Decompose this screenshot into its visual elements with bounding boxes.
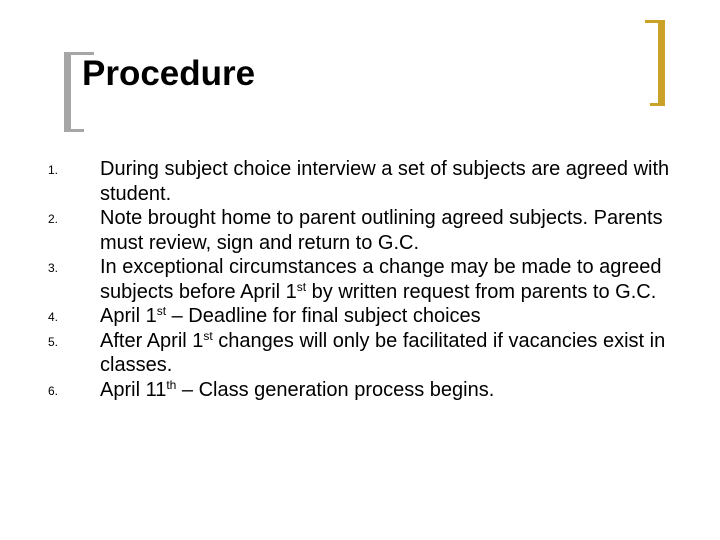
list-number: 3. — [48, 261, 59, 275]
list-item-text: April 1st – Deadline for final subject choices — [100, 304, 481, 327]
left-bracket-decoration — [64, 52, 71, 132]
right-bracket-top-decoration — [645, 20, 665, 23]
list-number: 2. — [48, 212, 59, 226]
list-item — [48, 329, 698, 378]
left-bracket-bottom-decoration — [64, 129, 84, 132]
list-item-text: Note brought home to parent outlining agreed subjects. Parents must review, sign and return to G.C. — [100, 207, 663, 254]
list-number: 6. — [48, 383, 59, 398]
ordinal-suffix: st — [203, 328, 213, 343]
list-item — [48, 206, 698, 255]
list-item — [48, 157, 698, 206]
slide-title: Procedure — [82, 54, 256, 93]
ordinal-suffix: th — [166, 377, 177, 392]
list-item-text: April 11th – Class generation process begins. — [100, 377, 495, 401]
list-item — [48, 255, 698, 304]
right-bracket-decoration — [658, 20, 665, 106]
list-item — [48, 304, 698, 329]
list-number: 1. — [48, 163, 59, 177]
list-number: 5. — [48, 334, 59, 349]
ordinal-suffix: st — [296, 279, 307, 294]
right-bracket-bottom-decoration — [650, 103, 665, 106]
list-item-text: In exceptional circumstances a change may be made to agreed subjects before April 1st by written request from parents to G.C. — [100, 256, 662, 303]
list-item-text: During subject choice interview a set of subjects are agreed with student. — [100, 158, 670, 205]
list-item-text: After April 1st changes will only be facilitated if vacancies exist in classes. — [100, 328, 666, 376]
list-item — [48, 378, 698, 403]
list-number: 4. — [48, 310, 59, 324]
ordinal-suffix: st — [156, 304, 167, 318]
procedure-list — [48, 157, 698, 402]
